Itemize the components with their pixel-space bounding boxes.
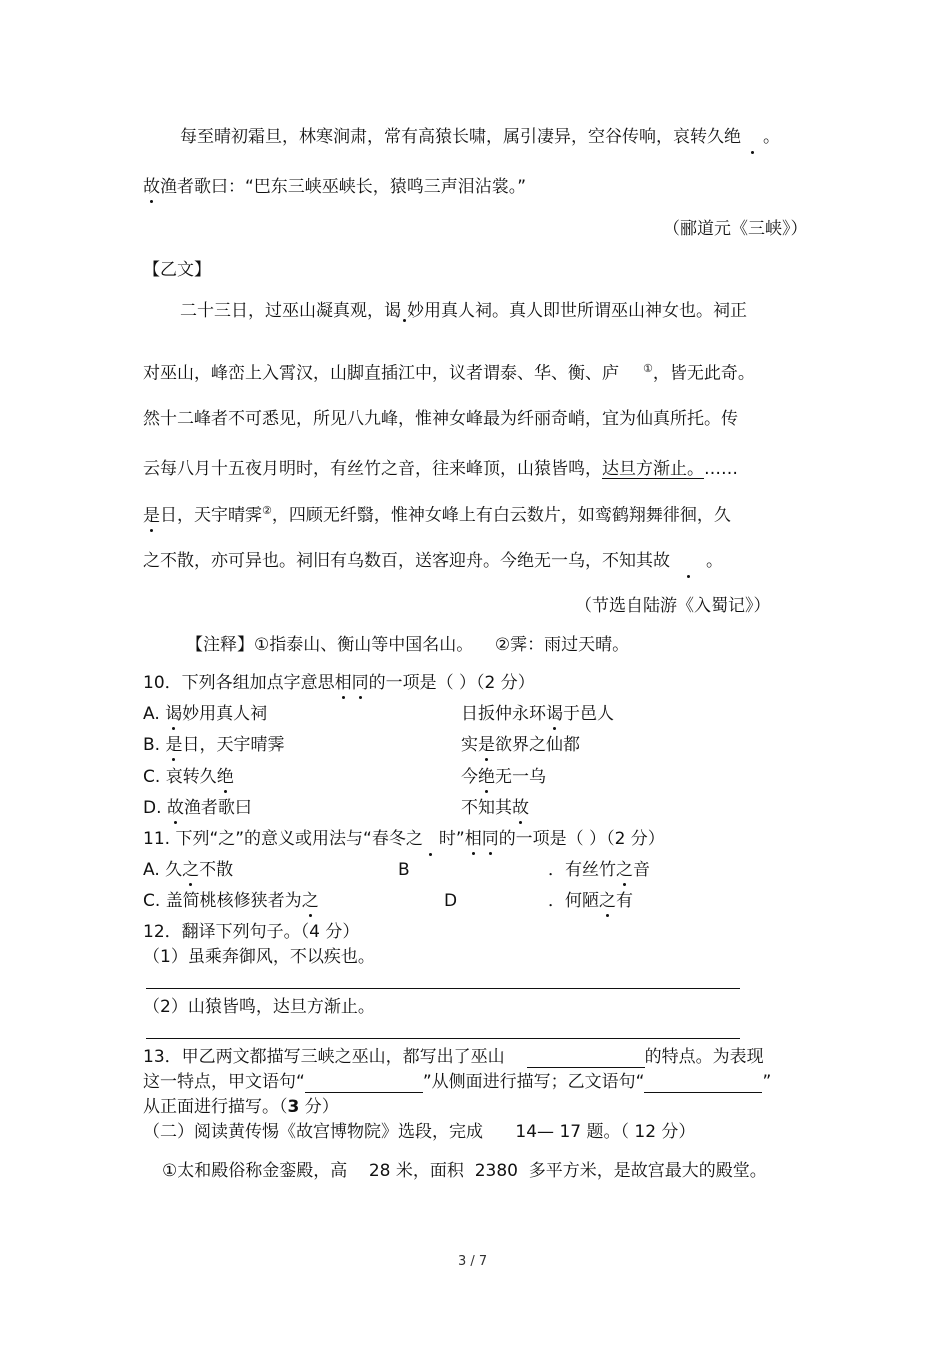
q11-option-b (548, 859, 650, 881)
q11-stem (143, 828, 665, 850)
q10-option-c (143, 766, 234, 788)
text: …… (704, 459, 738, 479)
yi-line-3: 然十二峰者不可悉见，所见八九峰，惟神女峰最为纤丽奇峭，宜为仙真所托。传 (143, 409, 738, 429)
q12-stem: 12．翻译下列句子。（4 分） (143, 922, 360, 942)
text: 对巫山，峰峦上入霄汉，山脚直插江中，议者谓泰、华、衡、庐 (143, 363, 619, 384)
dotted-char: 是 (478, 735, 495, 755)
text: 的一项是（ ）（2 分） (498, 829, 665, 849)
q12-sentence-2: （2）山猿皆鸣，达旦方渐止。 (143, 997, 375, 1017)
q13-line-3 (143, 1096, 339, 1118)
dotted-char: 之 (301, 891, 319, 911)
text: 渔者歌曰：“巴东三峡巫峡长，猿鸣三声泪沾裳。” (160, 177, 527, 197)
text: 妙用真人祠 (182, 704, 268, 724)
text: ，皆无此奇。 (652, 363, 755, 384)
text: 。 (706, 551, 723, 571)
text: 时” (438, 829, 465, 849)
dot-mark (741, 126, 763, 148)
text: 今 (461, 767, 478, 787)
option-label: B. (143, 735, 161, 755)
text: 。 (763, 127, 780, 147)
q11-option-a (143, 859, 233, 881)
text: 欲界之仙都 (495, 735, 580, 755)
q11-option-d (548, 890, 633, 912)
text: 日，天宇晴霁 (160, 505, 262, 526)
q10-option-b-right (461, 734, 580, 756)
option-label: C. (143, 767, 161, 787)
bold-text: 3 (287, 1097, 300, 1117)
text: 的一项是（ ）（2 分） (368, 673, 535, 693)
answer-line-1 (146, 988, 740, 989)
text: 11. 下列“之”的意义或用法与“春冬之 (143, 829, 423, 849)
text: 日，天宇晴霁 (182, 735, 285, 755)
underlined-text: 达旦方渐止。 (602, 459, 704, 479)
yi-line-2 (143, 358, 755, 385)
text: 久 (165, 860, 183, 880)
text: 之不散，亦可异也。祠旧有乌数百，送客迎舟。今绝无一乌，不知其故 (143, 551, 670, 571)
dotted-char: 相 (464, 829, 482, 849)
q10-option-a (143, 703, 267, 725)
text: ．有丝竹 (548, 860, 616, 880)
dotted-char: 同 (481, 829, 499, 849)
answer-line-2 (146, 1038, 740, 1039)
option-label: A. (143, 704, 160, 724)
text: ”从侧面进行描写；乙文语句“ (422, 1072, 645, 1092)
text: ．何陋 (548, 891, 599, 911)
yi-line-1 (180, 300, 747, 322)
text: 盖简桃核修狭者为 (165, 891, 302, 911)
dotted-char: 故 (512, 798, 529, 818)
text: 音 (633, 860, 650, 880)
dot-mark (670, 550, 706, 572)
text: 无一乌 (495, 767, 546, 787)
dotted-char: 绝 (478, 767, 495, 787)
page-number: 3 / 7 (458, 1254, 488, 1269)
paragraph-1: ①太和殿俗称金銮殿，高 28 米，面积 2380 多平方米，是故宫最大的殿堂。 (162, 1161, 767, 1181)
yi-line-5 (143, 500, 731, 527)
q12-sentence-1: （1）虽乘奔御风，不以疾也。 (143, 947, 375, 967)
dotted-char: 之 (182, 860, 200, 880)
dot-mark (423, 828, 439, 850)
text: 不知其 (461, 798, 512, 818)
dotted-char: 相 (334, 673, 352, 693)
text: ” (762, 1072, 772, 1092)
dotted-char: 是 (143, 505, 160, 526)
yi-line-6 (143, 550, 723, 572)
jia-line-2 (143, 176, 526, 198)
q10-option-d-right (461, 797, 529, 819)
text: 日扳仲永环 (461, 704, 546, 724)
text: 于邑人 (563, 704, 614, 724)
jia-source: （郦道元《三峡》） (663, 219, 808, 239)
yi-line-4 (143, 458, 738, 480)
footnote-mark: ① (643, 362, 653, 375)
footnote-mark: ② (262, 504, 272, 517)
dotted-char: 故 (143, 177, 160, 197)
text: ，四顾无纤翳，惟神女峰上有白云数片，如鸾鹤翔舞徘徊，久 (271, 505, 731, 526)
q10-stem (143, 672, 535, 694)
text: 分） (299, 1097, 339, 1117)
yi-notes: 【注释】①指泰山、衡山等中国名山。 ②霁：雨过天晴。 (186, 635, 630, 655)
text: 的特点。为表现 (644, 1047, 764, 1067)
q11-option-b-label: B (398, 860, 410, 880)
section-2-heading: （二）阅读黄传惕《故宫博物院》选段，完成 14— 17 题。（ 12 分） (143, 1122, 696, 1142)
dotted-char: 之 (599, 891, 616, 911)
text: 二十三日，过巫山凝真观，谒 (180, 301, 401, 321)
yi-source: （节选自陆游《入蜀记》） (575, 596, 771, 616)
option-label: C. (143, 891, 161, 911)
text: 云每八月十五夜月明时，有丝竹之音，往来峰顶，山猿皆鸣， (143, 459, 602, 479)
text: 不散 (199, 860, 234, 880)
text: 妙用真人祠。真人即世所谓巫山神女也。祠正 (407, 301, 747, 321)
dotted-char: 谒 (546, 704, 563, 724)
yi-heading: 【乙文】 (143, 260, 211, 280)
q10-option-a-right (461, 703, 614, 725)
text: 从正面进行描写。（ (143, 1097, 288, 1117)
text: 哀转久 (165, 767, 217, 787)
dotted-char: 绝 (216, 767, 234, 787)
text: 有 (616, 891, 633, 911)
q13-line-2 (143, 1071, 771, 1093)
text: 渔者歌曰 (183, 798, 252, 818)
q10-option-d (143, 797, 252, 819)
text: 实 (461, 735, 478, 755)
option-label: D. (143, 798, 162, 818)
text: 每至晴初霜旦，林寒涧肃，常有高猿长啸，属引凄异，空谷传响，哀转久绝 (180, 127, 741, 147)
dotted-char: 故 (166, 798, 184, 818)
dotted-char: 是 (165, 735, 183, 755)
q11-option-d-label: D (444, 891, 458, 911)
dotted-char: 之 (616, 860, 633, 880)
option-label: A. (143, 860, 160, 880)
text: 这一特点，甲文语句“ (143, 1072, 305, 1092)
q11-option-c (143, 890, 319, 912)
jia-line-1 (180, 126, 780, 148)
q13-line-1 (143, 1046, 764, 1068)
answer-blank[interactable] (527, 1050, 645, 1068)
q10-option-c-right (461, 766, 546, 788)
text: 10．下列各组加点字意思 (143, 673, 335, 693)
dotted-char: 同 (351, 673, 369, 693)
dotted-char: 谒 (165, 704, 183, 724)
text: 13．甲乙两文都描写三峡之巫山，都写出了巫山 (143, 1047, 505, 1067)
answer-blank[interactable] (305, 1075, 423, 1093)
q10-option-b (143, 734, 284, 756)
answer-blank[interactable] (644, 1075, 762, 1093)
